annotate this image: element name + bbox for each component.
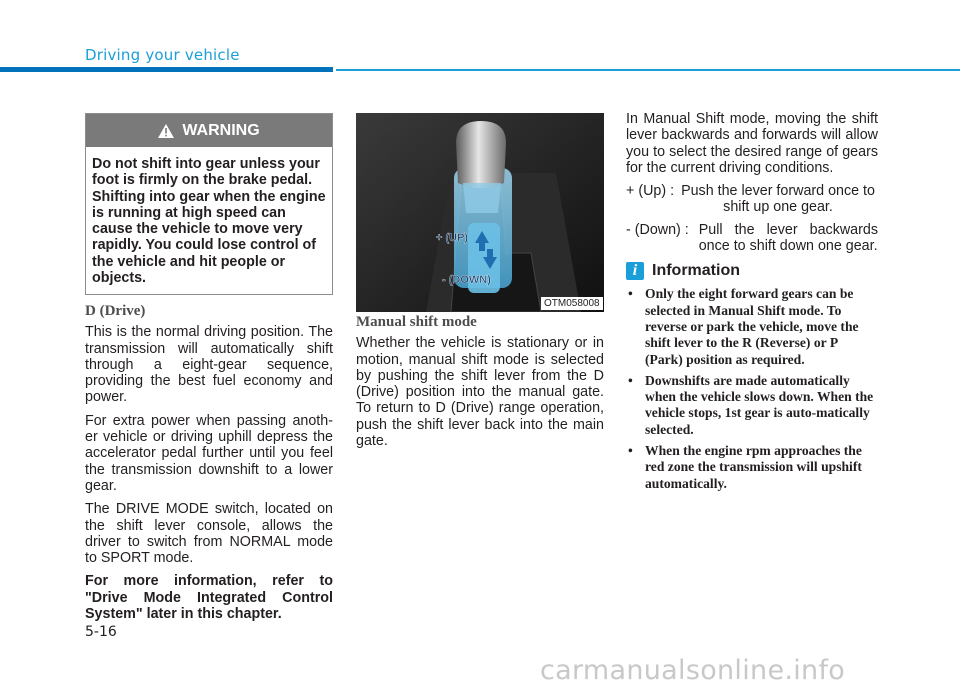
drive-paragraph: For extra power when passing anoth-er vehicle or driving uphill depress the accelerator pedal further until you feel the transmission downshift to a lower gear.	[85, 412, 333, 494]
drive-section	[85, 303, 333, 629]
def-down-value: Pull the lever backwards once to shift down one gear.	[698, 221, 878, 255]
figure-code: OTM058008	[541, 297, 603, 310]
manual-section	[356, 314, 604, 456]
warning-box	[85, 113, 333, 295]
list-item: • Only the eight forward gears can be selected in Manual Shift mode. To reverse or park the vehicle, move the shift lever to the R (Reverse) or P (Park) position as required.	[626, 286, 878, 367]
warning-text: Do not shift into gear unless your foot is firmly on the brake pedal. Shifting into gear when the engine is running at high speed can cause the vehicle to move very rapidly. You could lose control of the vehicle and hit people or objects.	[92, 156, 326, 287]
drive-heading: D (Drive)	[85, 303, 146, 319]
label-up: + (UP)	[436, 232, 469, 244]
def-up	[626, 183, 878, 216]
warning-triangle-icon	[158, 124, 174, 138]
def-down	[626, 222, 878, 255]
page-number: 5-16	[85, 624, 117, 640]
section-title: Driving your vehicle	[85, 46, 240, 64]
header-bar	[0, 67, 333, 72]
header-rule	[336, 69, 960, 71]
manual-paragraph: Whether the vehicle is stationary or in motion, manual shift mode is selected by pushing the shift lever from the D (Drive) position into the manual gate. To return to D (Drive) range operation, push the shift lever back into the main gate.	[356, 335, 604, 450]
warning-title: WARNING	[182, 121, 260, 139]
shift-lever-figure	[356, 113, 604, 312]
drive-note: For more information, refer to "Drive Mode Integrated Control System" later in this chapter.	[85, 573, 333, 623]
def-up-key: + (Up) :	[626, 183, 679, 200]
information-title: Information	[652, 262, 740, 280]
information-list	[626, 286, 878, 492]
info-icon: i	[626, 262, 644, 280]
list-item: • When the engine rpm approaches the red zone the transmission will upshift automatically.	[626, 443, 878, 492]
manual-intro: In Manual Shift mode, moving the shift lever backwards and forwards will allow you to select the desired range of gears for the current driving conditions.	[626, 111, 878, 176]
information-header	[626, 262, 878, 280]
def-up-value: Push the lever forward once to shift up one gear.	[681, 183, 875, 216]
label-down: - (DOWN)	[442, 274, 491, 286]
warning-header	[86, 114, 332, 147]
watermark: carmanualsonline.info	[540, 655, 846, 686]
drive-paragraph: This is the normal driving position. The transmission will automatically shift through a eight-gear sequence, providing the best fuel economy and power.	[85, 324, 333, 406]
def-down-key: - (Down) :	[626, 221, 693, 238]
drive-paragraph: The DRIVE MODE switch, located on the shift lever console, allows the driver to switch from NORMAL mode to SPORT mode.	[85, 501, 333, 567]
list-item: • Downshifts are made automatically when the vehicle slows down. When the vehicle stops, 1st gear is auto-matically selected.	[626, 373, 878, 438]
manual-continued	[626, 111, 878, 497]
manual-heading: Manual shift mode	[356, 314, 477, 330]
